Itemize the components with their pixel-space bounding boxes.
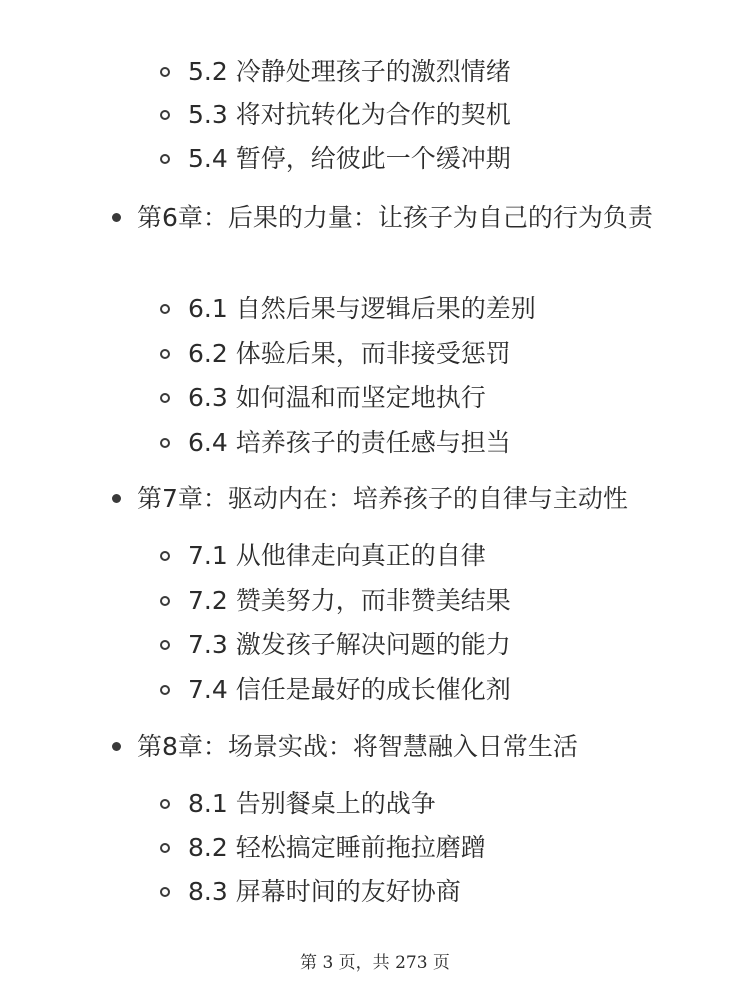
circle-bullet-icon xyxy=(160,110,170,120)
disc-bullet-icon xyxy=(112,213,121,222)
section-title: 6.1 自然后果与逻辑后果的差别 xyxy=(188,294,536,323)
circle-bullet-icon xyxy=(160,843,170,853)
section-title: 5.2 冷静处理孩子的激烈情绪 xyxy=(188,57,511,86)
chapter-item xyxy=(112,725,677,769)
circle-bullet-icon xyxy=(160,154,170,164)
circle-bullet-icon xyxy=(160,67,170,77)
list-item xyxy=(160,833,486,863)
section-title: 8.1 告别餐桌上的战争 xyxy=(188,789,436,818)
section-title: 8.3 屏幕时间的友好协商 xyxy=(188,877,461,906)
list-item xyxy=(160,100,511,130)
circle-bullet-icon xyxy=(160,887,170,897)
list-item xyxy=(160,57,511,87)
circle-bullet-icon xyxy=(160,640,170,650)
circle-bullet-icon xyxy=(160,685,170,695)
circle-bullet-icon xyxy=(160,596,170,606)
disc-bullet-icon xyxy=(112,494,121,503)
list-item xyxy=(160,144,511,174)
chapter-item xyxy=(112,477,677,521)
circle-bullet-icon xyxy=(160,438,170,448)
section-title: 8.2 轻松搞定睡前拖拉磨蹭 xyxy=(188,833,486,862)
list-item xyxy=(160,541,486,571)
section-title: 6.4 培养孩子的责任感与担当 xyxy=(188,428,511,457)
disc-bullet-icon xyxy=(112,742,121,751)
section-title: 7.3 激发孩子解决问题的能力 xyxy=(188,630,511,659)
chapter-title: 第8章：场景实战：将智慧融入日常生活 xyxy=(137,732,578,761)
list-item xyxy=(160,789,436,819)
chapter-title: 第6章：后果的力量：让孩子为自己的行为负责 xyxy=(137,203,653,232)
circle-bullet-icon xyxy=(160,304,170,314)
list-item xyxy=(160,675,511,705)
list-item xyxy=(160,294,536,324)
page-number: 第 3 页，共 273 页 xyxy=(300,953,450,973)
section-title: 6.2 体验后果，而非接受惩罚 xyxy=(188,339,511,368)
circle-bullet-icon xyxy=(160,551,170,561)
section-title: 6.3 如何温和而坚定地执行 xyxy=(188,383,486,412)
circle-bullet-icon xyxy=(160,393,170,403)
list-item xyxy=(160,428,511,458)
list-item xyxy=(160,339,511,369)
section-title: 7.2 赞美努力，而非赞美结果 xyxy=(188,586,511,615)
list-item xyxy=(160,383,486,413)
section-title: 5.3 将对抗转化为合作的契机 xyxy=(188,100,511,129)
list-item xyxy=(160,630,511,660)
list-item xyxy=(160,586,511,616)
chapter-item xyxy=(112,196,677,240)
list-item xyxy=(160,877,461,907)
section-title: 5.4 暂停，给彼此一个缓冲期 xyxy=(188,144,511,173)
circle-bullet-icon xyxy=(160,799,170,809)
section-title: 7.4 信任是最好的成长催化剂 xyxy=(188,675,511,704)
section-title: 7.1 从他律走向真正的自律 xyxy=(188,541,486,570)
circle-bullet-icon xyxy=(160,349,170,359)
chapter-title: 第7章：驱动内在：培养孩子的自律与主动性 xyxy=(137,484,628,513)
